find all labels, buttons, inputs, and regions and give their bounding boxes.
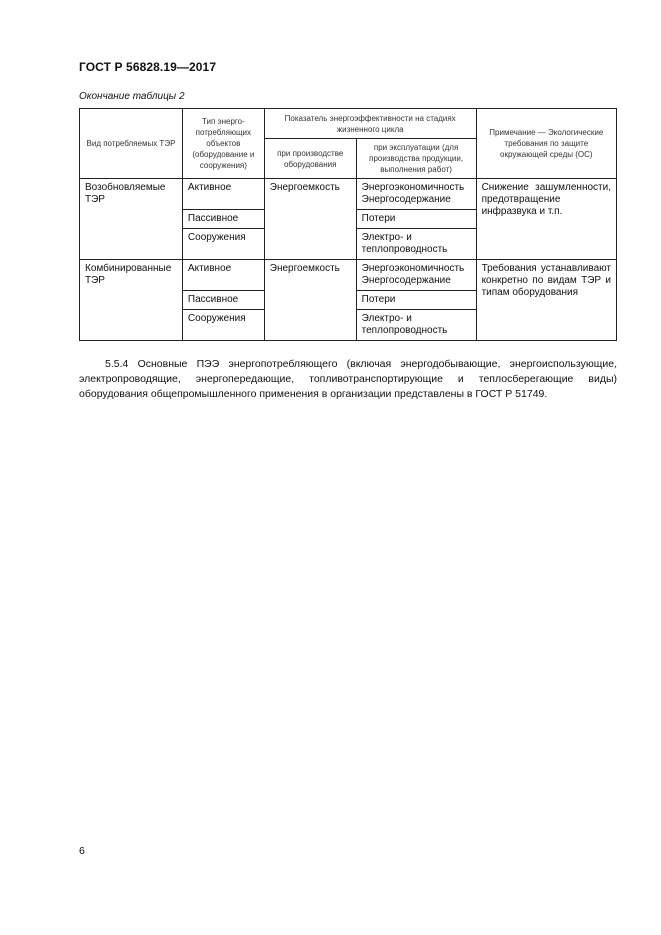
body-paragraph: 5.5.4 Основные ПЭЭ энергопотребляющего (включая энергодобывающие, энергоиспользующие, электропроводящие, энергопередающие, топливотранспортирующие и теплосберегающие виды) оборудования общепромышленного применения в организации представлены в ГОСТ Р 51749. bbox=[79, 358, 617, 400]
object-cell: Активное bbox=[182, 260, 264, 291]
header-object-type: Тип энерго-потребляющих объектов (оборудование и сооружения) bbox=[182, 109, 264, 179]
object-cell: Сооружения bbox=[182, 229, 264, 260]
note-cell: Требования устанавливают конкретно по видам ТЭР и типам оборудования bbox=[476, 260, 616, 341]
object-cell: Сооружения bbox=[182, 310, 264, 341]
header-ter-type: Вид потребляемых ТЭР bbox=[80, 109, 183, 179]
header-production: при производстве оборудования bbox=[264, 139, 356, 179]
ter-type-cell: Возобновляемые ТЭР bbox=[80, 179, 183, 260]
object-cell: Активное bbox=[182, 179, 264, 210]
operation-cell: Электро- и теплопроводность bbox=[356, 229, 476, 260]
object-cell: Пассивное bbox=[182, 210, 264, 229]
operation-cell: Электро- и теплопроводность bbox=[356, 310, 476, 341]
object-cell: Пассивное bbox=[182, 291, 264, 310]
header-note: Примечание — Экологические требования по защите окружающей среды (ОС) bbox=[476, 109, 616, 179]
header-efficiency-group: Показатель энергоэффективности на стадиях жизненного цикла bbox=[264, 109, 476, 139]
table-row bbox=[80, 260, 617, 291]
page-number: 6 bbox=[79, 845, 85, 857]
operation-cell: Потери bbox=[356, 210, 476, 229]
table-row bbox=[80, 179, 617, 210]
document-id: ГОСТ Р 56828.19—2017 bbox=[79, 60, 217, 74]
operation-cell: Энергоэкономичность Энергосодержание bbox=[356, 179, 476, 210]
table-caption: Окончание таблицы 2 bbox=[79, 91, 185, 102]
production-cell: Энергоемкость bbox=[264, 179, 356, 260]
operation-cell: Потери bbox=[356, 291, 476, 310]
production-cell: Энергоемкость bbox=[264, 260, 356, 341]
header-operation: при эксплуатации (для производства продукции, выполнения работ) bbox=[356, 139, 476, 179]
ter-type-cell: Комбинированные ТЭР bbox=[80, 260, 183, 341]
operation-cell: Энергоэкономичность Энергосодержание bbox=[356, 260, 476, 291]
note-cell: Снижение зашумленности, предотвращение инфразвука и т.п. bbox=[476, 179, 616, 260]
energy-efficiency-table bbox=[79, 108, 617, 341]
